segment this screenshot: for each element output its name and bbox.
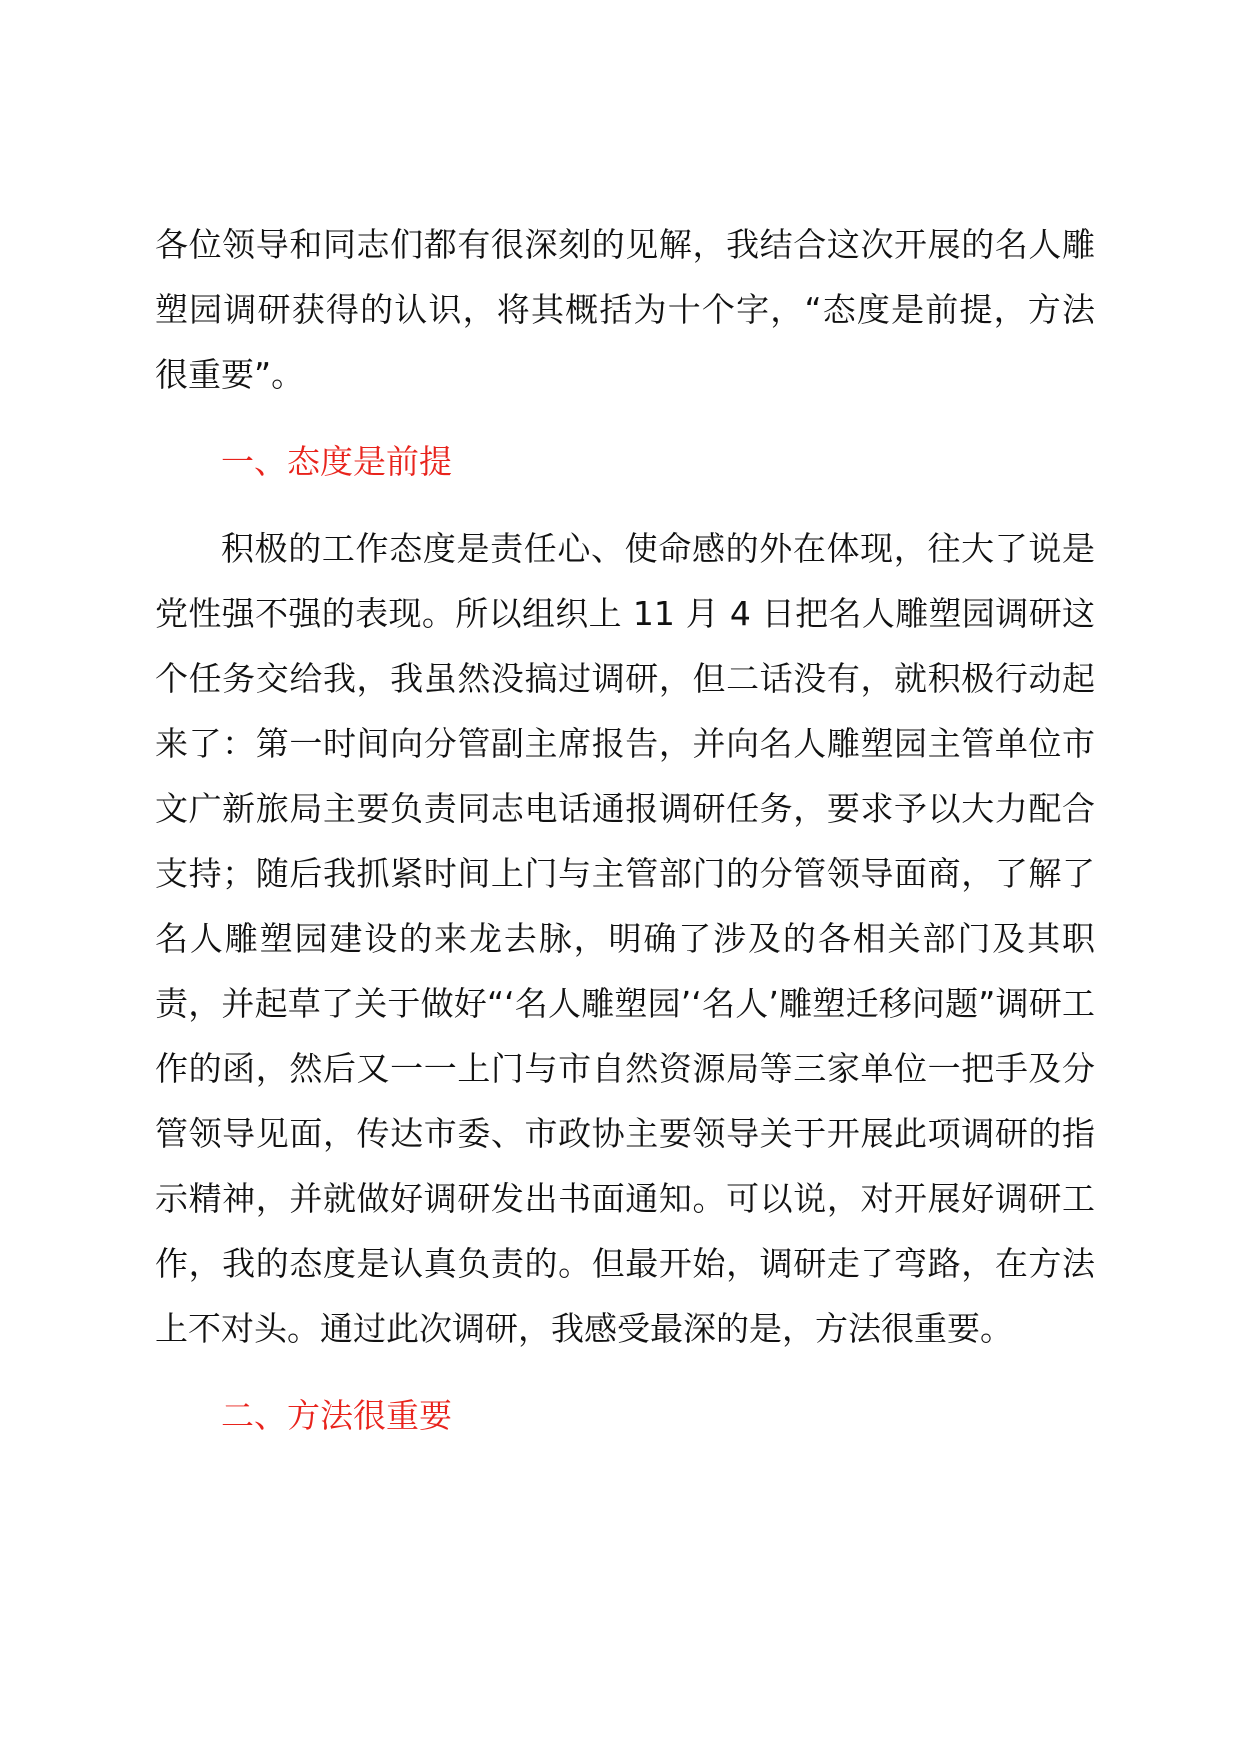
intro-paragraph: 各位领导和同志们都有很深刻的见解，我结合这次开展的名人雕塑园调研获得的认识，将其概括为十个字，“态度是前提，方法很重要”。 [155,225,1095,394]
section-1-paragraph: 积极的工作态度是责任心、使命感的外在体现，往大了说是党性强不强的表现。所以组织上 11 月 4 日把名人雕塑园调研这个任务交给我，我虽然没搞过调研，但二话没有，就积极行动起来了：第一时间向分管副主席报告，并向名人雕塑园主管单位市文广新旅局主要负责同志电话通报调研任务，要求予以大力配合支持；随后我抓紧时间上门与主管部门的分管领导面商，了解了名人雕塑园建设的来龙去脉，明确了涉及的各相关部门及其职责，并起草了关于做好“‘名人雕塑园’‘名人’雕塑迁移问题”调研工作的函，然后又一一上门与市自然资源局等三家单位一把手及分管领导见面，传达市委、市政协主要领导关于开展此项调研的指示精神，并就做好调研发出书面通知。可以说，对开展好调研工作，我的态度是认真负责的。但最开始，调研走了弯路，在方法上不对头。通过此次调研，我感受最深的是，方法很重要。 [155,529,1095,1348]
section-2-heading: 二、方法很重要 [221,1396,452,1435]
spacer [155,407,1095,429]
section-1-heading: 一、态度是前提 [221,442,452,481]
document-page [155,212,1095,1448]
spacer [155,1361,1095,1383]
spacer [155,494,1095,516]
